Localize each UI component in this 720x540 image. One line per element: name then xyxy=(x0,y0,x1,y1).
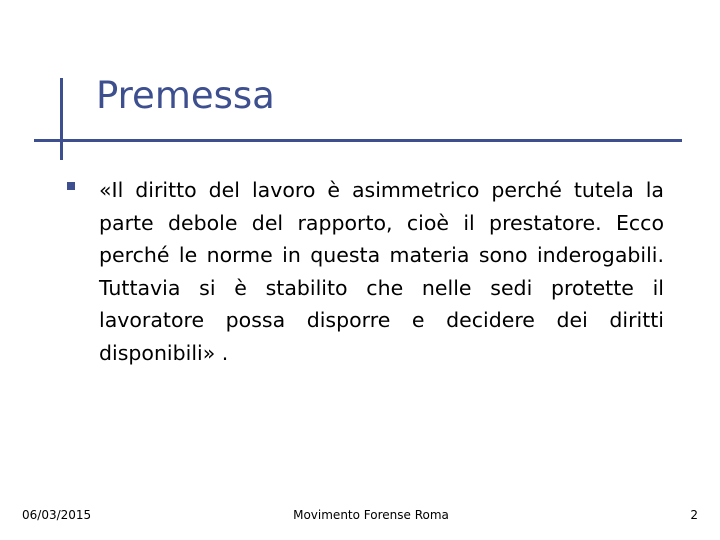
square-bullet-icon xyxy=(67,182,75,190)
footer-date: 06/03/2015 xyxy=(22,508,92,522)
slide-title: Premessa xyxy=(96,74,275,117)
bullet-text: «Il diritto del lavoro è asimmetrico perché tutela la parte debole del rapporto, cioè il prestatore. Ecco perché le norme in questa materia sono inderogabili. Tuttavia si è stabilito che nelle sedi protette il lavoratore possa disporre e decidere dei diritti disponibili» . xyxy=(99,178,664,365)
footer-page-number: 2 xyxy=(690,508,698,522)
title-accent-vertical-line xyxy=(60,78,63,160)
title-accent-horizontal-line xyxy=(34,139,682,142)
footer-organization: Movimento Forense Roma xyxy=(293,508,449,522)
bullet-item xyxy=(67,174,664,369)
